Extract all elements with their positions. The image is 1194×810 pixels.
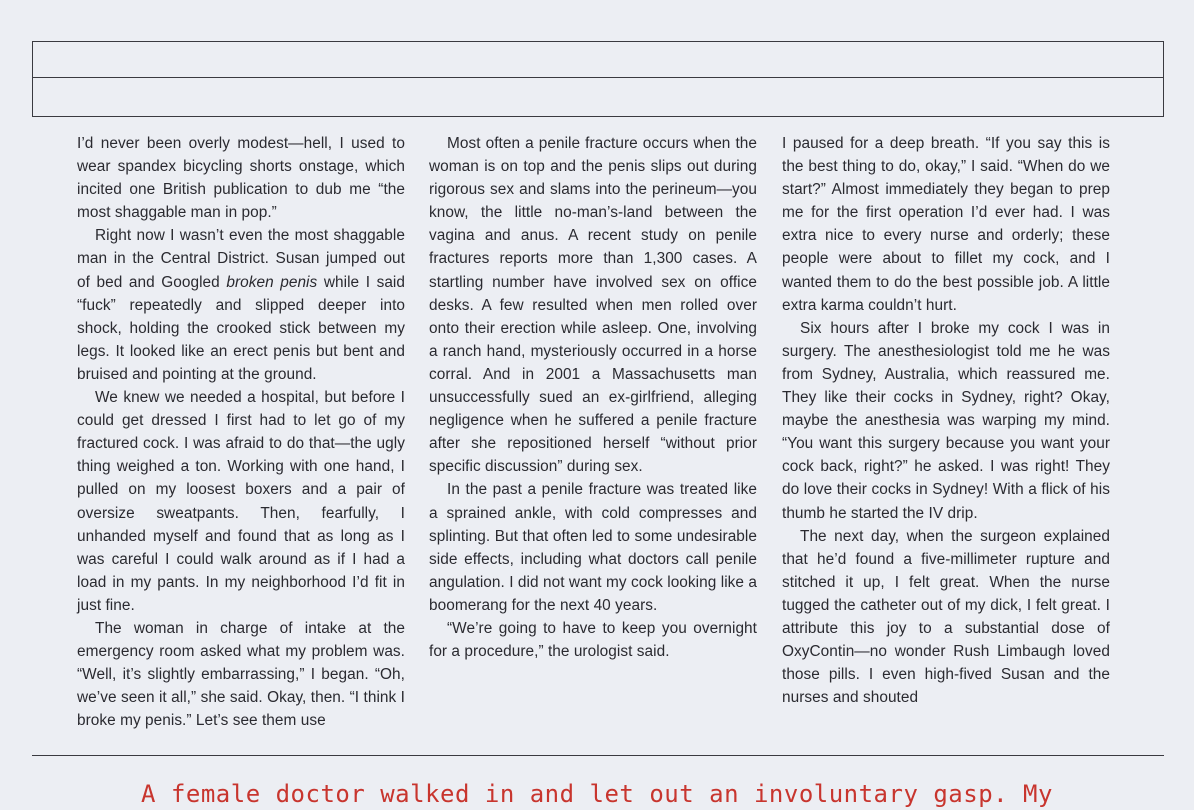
- text-run: while I said “fuck” repeatedly and slipped deeper into shock, holding the crooked stick between my legs. It looked like an erect penis but bent and bruised and pointing at the ground.: [77, 273, 406, 383]
- paragraph: The next day, when the surgeon explained that he’d found a five-millimeter rupture and stitched it up, I felt great. When the nurse tugged the catheter out of my dick, I felt great. I attribute this joy to a substantial dose of OxyContin—no wonder Rush Limbaugh loved those pills. I even high-fived Susan and the nurses and shouted: [782, 527, 1110, 707]
- paragraph: Six hours after I broke my cock I was in surgery. The anesthesiologist told me he was from Sydney, Australia, which reassured me. They like their cocks in Sydney, right? Okay, maybe the anesthesia was warping my mind. “You want this surgery because you want your cock back, right?” he asked. I was right! They do love their cocks in Sydney! With a flick of his thumb he started the IV drip.: [782, 319, 1110, 522]
- column-2: [429, 132, 757, 663]
- column-3: [782, 132, 1110, 709]
- pull-quote: A female doctor walked in and let out an involuntary gasp. My: [141, 780, 1053, 808]
- column-1: [77, 132, 405, 732]
- paragraph: We knew we needed a hospital, but before I could get dressed I first had to let go of my fractured cock. I was afraid to do that—the ugly thing weighed a ton. Working with one hand, I pulled on my loosest boxers and a pair of oversize sweatpants. Then, fearfully, I unhanded myself and found that as long as I was careful I could walk around as if I had a load in my pants. In my neighborhood I’d fit in just fine.: [77, 389, 405, 614]
- text-run: Right now I wasn’t even the most shaggable man in the Central District. Susan jumped out of bed and Googled: [77, 227, 405, 291]
- paragraph: In the past a penile fracture was treated like a sprained ankle, with cold compresses and splinting. But that often led to some undesirable side effects, including what doctors call penile angulation. I did not want my cock looking like a boomerang for the next 40 years.: [429, 481, 757, 614]
- article-body: [0, 132, 1194, 744]
- left-frame-rule: [32, 41, 33, 117]
- paragraph: Most often a penile fracture occurs when the woman is on top and the penis slips out during rigorous sex and slams into the perineum—you know, the little no-man’s-land between the vagina and anus. A recent study on penile fractures reports more than 1,300 cases. A startling number have involved sex on office desks. A few resulted when men rolled over onto their erection while asleep. One, involving a ranch hand, mysteriously occurred in a horse corral. And in 2001 a Massachusetts man unsuccessfully sued an ex-girlfriend, alleging negligence when he suffered a penile fracture after she repositioned herself “without prior specific discussion” during sex.: [429, 135, 757, 476]
- paragraph: I’d never been overly modest—hell, I used to wear spandex bicycling shorts onstage, which incited one British publication to dub me “the most shaggable man in pop.”: [77, 135, 405, 222]
- top-rule: [32, 41, 1164, 42]
- paragraph: [77, 224, 405, 386]
- paragraph: The woman in charge of intake at the emergency room asked what my problem was. “Well, it’s slightly embarrassing,” I began. “Oh, we’ve seen it all,” she said. Okay, then. “I think I broke my penis.” Let’s see them use: [77, 619, 405, 730]
- header-rule: [32, 77, 1164, 78]
- emphasis: broken penis: [226, 273, 318, 291]
- paragraph: I paused for a deep breath. “If you say this is the best thing to do, okay,” I said. “When do we start?” Almost immediately they began to prep me for the first operation I’d ever had. I was extra nice to every nurse and orderly; these people were about to fillet my cock, and I wanted them to do the best possible job. A little extra karma couldn’t hurt.: [782, 135, 1110, 314]
- columns-bottom-rule: [32, 755, 1164, 756]
- columns-top-rule: [32, 116, 1164, 117]
- paragraph: “We’re going to have to keep you overnight for a procedure,” the urologist said.: [429, 619, 757, 661]
- right-frame-rule: [1163, 41, 1164, 117]
